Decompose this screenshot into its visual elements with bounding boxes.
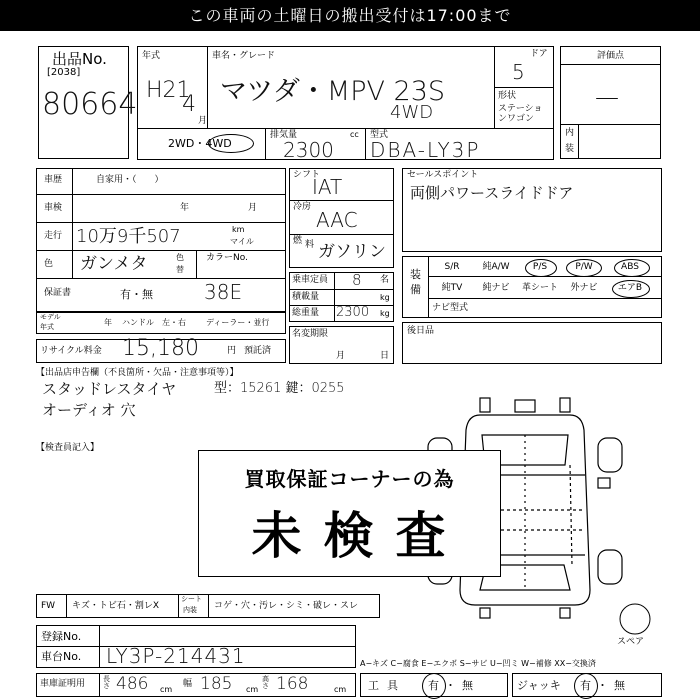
rating-value: — [595, 83, 619, 111]
recycle-value: 15,180 [122, 336, 199, 361]
equipment-label-1: 装 [410, 268, 421, 281]
inspector-label: 【検査員記入】 [36, 443, 100, 453]
length-unit: cm [160, 685, 173, 694]
fuel-label-2: 料 [305, 240, 315, 250]
recycle-note: 預託済 [244, 346, 272, 356]
drive-4wd-circle [208, 134, 254, 153]
year-month-value: 4 [182, 92, 196, 117]
equip-sr: S/R [444, 262, 460, 272]
length-label: 長さ [103, 675, 110, 690]
seat-label-1: シート [181, 595, 202, 603]
interior-label-2: 装 [565, 144, 575, 154]
type-label: 型式 [370, 130, 389, 140]
mileage-label: 走行 [44, 231, 63, 241]
height-value: 168 [276, 674, 309, 694]
doors-label: ドア [530, 49, 548, 59]
tools-label: 工具 [368, 679, 406, 692]
year-value: H21 [146, 78, 191, 103]
certificate-label: 車庫証明用 [40, 679, 86, 689]
spare-tire-icon [618, 602, 652, 636]
interior-label-1: 内 [565, 128, 575, 138]
lot-small: [2038] [47, 67, 81, 78]
color-value: ガンメタ [80, 254, 148, 274]
shape-label: 形状 [498, 91, 517, 101]
equip-ps: P/S [532, 262, 548, 272]
chassis-label: 車台No. [41, 650, 82, 663]
equip-airbag: エアB [617, 283, 643, 293]
tools-options: 有・無 [428, 679, 479, 692]
shift-value: IAT [312, 175, 343, 199]
doors-value: 5 [512, 60, 525, 84]
inspection-year: 年 [180, 203, 190, 213]
equip-abs-circle [614, 259, 650, 277]
drive-label: 2WD・4WD [168, 137, 232, 150]
gross-weight-unit: kg [380, 309, 390, 318]
equip-airbag-circle [612, 280, 650, 298]
capacity-unit: 名 [380, 275, 390, 285]
width-label: 幅 [183, 679, 193, 689]
lot-label: 出品No. [52, 50, 107, 68]
width-unit: cm [246, 685, 259, 694]
name-change-label: 名変期限 [292, 329, 329, 339]
equip-tv: 純TV [441, 283, 463, 293]
seat-label-2: 内装 [183, 606, 197, 614]
shift-label: シフト [293, 170, 321, 180]
equip-ps-circle [525, 259, 557, 277]
displacement-label: 排気量 [270, 130, 298, 140]
gross-weight-value: 2300 [336, 305, 370, 320]
model-year-label-2: 年式 [40, 323, 54, 331]
tools-yes-circle [422, 673, 446, 699]
stamp-subtitle: 買取保証コーナーの為 [244, 467, 455, 491]
seller-notes-line3: 型：15261 鍵：0255 [214, 381, 345, 396]
after-market-box [402, 322, 662, 364]
name-change-day: 日 [380, 351, 390, 361]
stamp-title: 未検査 [251, 507, 468, 565]
load-unit: kg [380, 293, 390, 302]
equip-pw-circle [566, 259, 602, 277]
seller-notes-label: 【出品店申告欄（不良箇所・欠品・注意事項等）】 [36, 368, 239, 378]
recycle-unit: 円 [227, 346, 237, 356]
color-label: 色 [44, 259, 54, 269]
color-change-label-1: 色 [176, 253, 184, 262]
equip-abs: ABS [621, 262, 639, 272]
after-market-label: 後日品 [407, 326, 435, 336]
seller-notes-line2: オーディオ 穴 [42, 401, 136, 419]
fw-text: キズ・トビ石・割レX [72, 601, 159, 611]
gross-weight-label: 総重量 [292, 308, 320, 318]
model-year-year: 年 [104, 318, 112, 327]
damage-codes-legend: A−キズ C−腐食 E−エクボ S−サビ U−凹ミ W−補修 XX−交換済 [360, 659, 596, 668]
model-value-4wd: 4WD [390, 102, 434, 123]
spare-label: スペア [617, 637, 645, 647]
model-year-label-1: モデル [40, 313, 61, 321]
model-year-dealer: ディーラー・並行 [206, 318, 270, 327]
equip-aw: 純A/W [482, 262, 510, 272]
year-label: 年式 [142, 51, 161, 61]
displacement-value: 2300 [283, 138, 334, 162]
warranty-options: 有・無 [120, 288, 153, 301]
name-change-month: 月 [336, 351, 346, 361]
sales-point-value: 両側パワースライドドア [410, 184, 574, 202]
chassis-value: LY3P-214431 [106, 644, 246, 668]
mileage-unit-mile: マイル [230, 237, 254, 246]
history-value: 自家用・（ ） [96, 175, 164, 185]
fw-label: FW [41, 601, 56, 611]
shape-value: ステーションワゴン [498, 104, 543, 124]
navi-type-label: ナビ型式 [432, 303, 469, 313]
sales-point-label: セールスポイント [407, 170, 479, 180]
load-label: 積載量 [292, 292, 320, 302]
model-value: マツダ・MPV 23S [220, 76, 446, 107]
cooling-value: AAC [316, 208, 358, 232]
recycle-label: リサイクル料金 [40, 346, 102, 356]
mileage-unit-km: km [232, 225, 245, 234]
registration-label: 登録No. [41, 630, 82, 643]
lot-number: 80664 [42, 87, 138, 122]
model-year-handle: ハンドル 左・右 [122, 318, 186, 327]
equip-leather: 革シート [521, 283, 558, 293]
type-value: DBA-LY3P [370, 138, 481, 162]
height-unit: cm [334, 685, 347, 694]
height-label: 高さ [262, 675, 269, 690]
fuel-value: ガソリン [318, 242, 386, 262]
warranty-label: 保証書 [44, 288, 72, 298]
length-value: 486 [116, 674, 149, 694]
inspection-label: 車検 [44, 203, 63, 213]
jack-yes-circle [574, 673, 598, 699]
equip-ext-navi: 外ナビ [570, 283, 598, 293]
history-label: 車歴 [44, 175, 63, 185]
color-change-label-2: 替 [176, 265, 184, 274]
equip-pw: P/W [575, 262, 593, 272]
inspection-month: 月 [248, 203, 258, 213]
fuel-label-1: 燃 [293, 236, 303, 246]
sales-point-box [402, 168, 662, 252]
model-label: 車名・グレード [212, 51, 276, 61]
banner: この車両の土曜日の搬出受付は17:00まで [0, 0, 700, 31]
jack-options: 有・無 [580, 679, 631, 692]
color-code-label: カラーNo. [206, 253, 248, 263]
color-code-value: 38E [204, 280, 243, 304]
jack-label: ジャッキ [517, 679, 561, 692]
year-month-unit: 月 [198, 116, 208, 126]
stamp-box [198, 450, 501, 577]
equipment-label-2: 備 [410, 283, 421, 296]
equip-navi: 純ナビ [482, 283, 510, 293]
cooling-label: 冷房 [293, 202, 312, 212]
displacement-unit: cc [350, 130, 359, 139]
seat-text: コゲ・穴・汚レ・シミ・破レ・スレ [214, 601, 359, 611]
rating-label: 評価点 [597, 51, 625, 61]
capacity-value: 8 [352, 271, 362, 289]
width-value: 185 [200, 674, 233, 694]
seller-notes-line1: スタッドレスタイヤ [42, 380, 177, 398]
mileage-value: 10万9千507 [76, 226, 181, 247]
capacity-label: 乗車定員 [292, 275, 329, 285]
